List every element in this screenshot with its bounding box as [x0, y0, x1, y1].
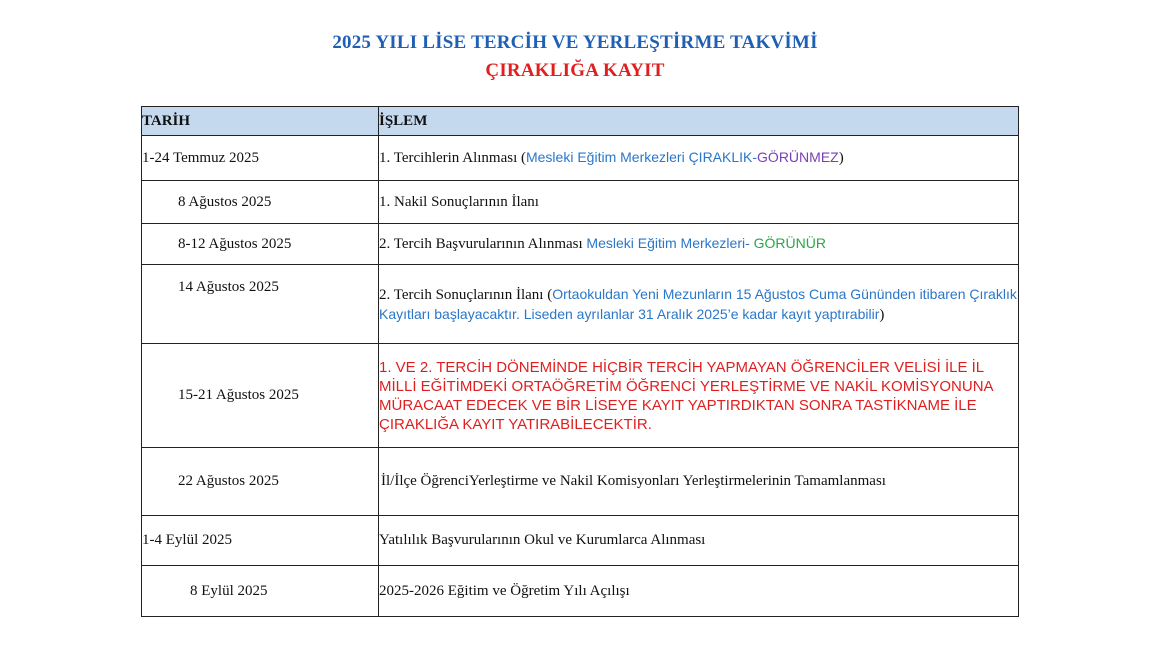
- op-text: İl/İlçe ÖğrenciYerleştirme ve Nakil Komisyonları Yerleştirmelerinin Tamamlanması: [381, 473, 886, 489]
- row-operation: [379, 516, 1019, 566]
- op-text: Yatılılık Başvurularının Okul ve Kurumlarca Alınması: [379, 532, 706, 548]
- row-operation: [379, 224, 1019, 265]
- row-date: 1-24 Temmuz 2025: [142, 136, 379, 181]
- op-close: ): [838, 150, 844, 166]
- op-status: GÖRÜNÜR: [753, 235, 826, 251]
- table-row: [142, 516, 1019, 566]
- row-date: 8-12 Ağustos 2025: [142, 224, 379, 265]
- table-row: [142, 224, 1019, 265]
- row-operation: [379, 448, 1019, 516]
- op-note: Mesleki Eğitim Merkezleri ÇIRAKLIK-: [525, 149, 758, 165]
- op-close: ): [879, 307, 885, 323]
- header-date: TARİH: [142, 107, 379, 136]
- table-row: [142, 344, 1019, 448]
- page-title: 2025 YILI LİSE TERCİH VE YERLEŞTİRME TAKVİMİ: [332, 32, 818, 53]
- op-note: Ortaokuldan Yeni Mezunların 15 Ağustos Cuma Gününden itibaren Çıraklık Kayıtları başlayacaktır. Liseden ayrılanlar 31 Aralık 2025’e kadar kayıt yaptırabilir: [379, 286, 1017, 322]
- row-date: 8 Eylül 2025: [142, 566, 379, 617]
- row-date: 15-21 Ağustos 2025: [142, 344, 379, 448]
- op-status: GÖRÜNMEZ: [757, 149, 839, 165]
- op-text: 2. Tercih Başvurularının Alınması: [379, 236, 587, 252]
- op-text: 1. Tercihlerin Alınması (: [379, 150, 526, 166]
- header-operation: İŞLEM: [379, 107, 1019, 136]
- calendar-table: [141, 106, 1019, 617]
- page-subtitle: ÇIRAKLIĞA KAYIT: [485, 60, 665, 81]
- row-operation: [379, 136, 1019, 181]
- row-date: 1-4 Eylül 2025: [142, 516, 379, 566]
- op-text: 2. Tercih Sonuçlarının İlanı (: [379, 287, 553, 303]
- table-row: [142, 448, 1019, 516]
- table-row: [142, 566, 1019, 617]
- table-header-row: [142, 107, 1019, 136]
- row-operation: [379, 344, 1019, 448]
- row-operation: [379, 265, 1019, 344]
- table-row: [142, 181, 1019, 224]
- row-date: 14 Ağustos 2025: [142, 265, 379, 344]
- op-note: Mesleki Eğitim Merkezleri-: [586, 235, 754, 251]
- row-date: 22 Ağustos 2025: [142, 448, 379, 516]
- op-text: 1. Nakil Sonuçlarının İlanı: [379, 193, 539, 210]
- row-date: 8 Ağustos 2025: [142, 181, 379, 224]
- table-row: [142, 265, 1019, 344]
- op-text: 2025-2026 Eğitim ve Öğretim Yılı Açılışı: [379, 582, 630, 599]
- op-warning: 1. VE 2. TERCİH DÖNEMİNDE HİÇBİR TERCİH YAPMAYAN ÖĞRENCİLER VELİSİ İLE İL MİLLİ EĞİTİMDEKİ ORTAÖĞRETİM ÖĞRENCİ YERLEŞTİRME VE NAKİL KOMİSYONUNA MÜRACAAT EDECEK VE BİR LİSEYE KAYIT YAPTIRDIKTAN SONRA TASTİKNAME İLE ÇIRAKLIĞA KAYIT YATIRABİLECEKTİR.: [379, 358, 993, 433]
- table-row: [142, 136, 1019, 181]
- row-operation: [379, 181, 1019, 224]
- row-operation: [379, 566, 1019, 617]
